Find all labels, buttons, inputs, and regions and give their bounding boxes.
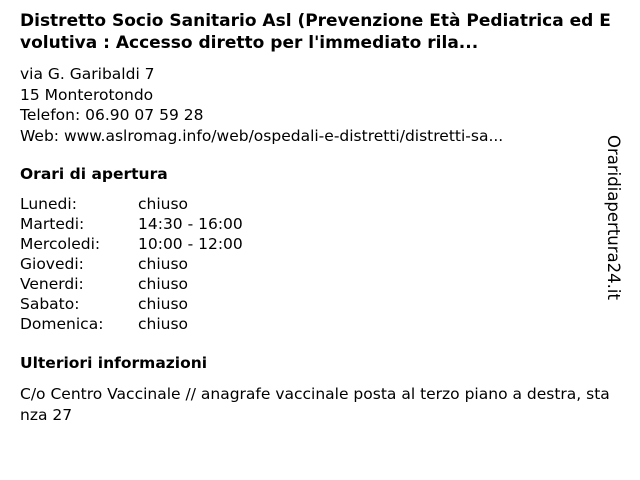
time-value: chiuso — [138, 275, 189, 293]
additional-info-heading: Ulteriori informazioni — [20, 354, 208, 372]
street-address: via G. Garibaldi 7 — [20, 65, 155, 83]
hours-row-tuesday — [20, 214, 243, 234]
day-label: Lunedi: — [20, 195, 77, 213]
day-label: Giovedi: — [20, 255, 84, 273]
brand-watermark: Oraridiapertura24.it — [604, 135, 623, 300]
time-value: chiuso — [138, 255, 189, 273]
opening-hours-heading: Orari di apertura — [20, 165, 168, 183]
day-label: Domenica: — [20, 315, 104, 333]
time-value: chiuso — [138, 195, 189, 213]
day-label: Venerdi: — [20, 275, 84, 293]
day-label: Mercoledi: — [20, 235, 101, 253]
hours-row-saturday — [20, 294, 243, 314]
page-title: Distretto Socio Sanitario Asl (Prevenzione Età Pediatrica ed Evolutiva : Accesso diretto per l'immediato rila... — [20, 11, 611, 53]
city-address: 15 Monterotondo — [20, 85, 154, 104]
day-label: Martedi: — [20, 215, 85, 233]
hours-row-monday — [20, 194, 243, 214]
hours-row-friday — [20, 274, 243, 294]
opening-hours-table — [20, 194, 243, 334]
hours-row-sunday — [20, 314, 243, 334]
hours-row-thursday — [20, 254, 243, 274]
time-value: chiuso — [138, 315, 189, 333]
address-block — [20, 64, 503, 146]
phone-number: Telefon: 06.90 07 59 28 — [20, 106, 204, 124]
time-value: 14:30 - 16:00 — [138, 215, 243, 233]
time-value: 10:00 - 12:00 — [138, 235, 243, 253]
additional-info-text: C/o Centro Vaccinale // anagrafe vaccinale posta al terzo piano a destra, stanza 27 — [20, 385, 610, 424]
hours-row-wednesday — [20, 234, 243, 254]
time-value: chiuso — [138, 295, 189, 313]
day-label: Sabato: — [20, 295, 80, 313]
website-link[interactable]: Web: www.aslromag.info/web/ospedali-e-distretti/distretti-sa... — [20, 126, 504, 145]
